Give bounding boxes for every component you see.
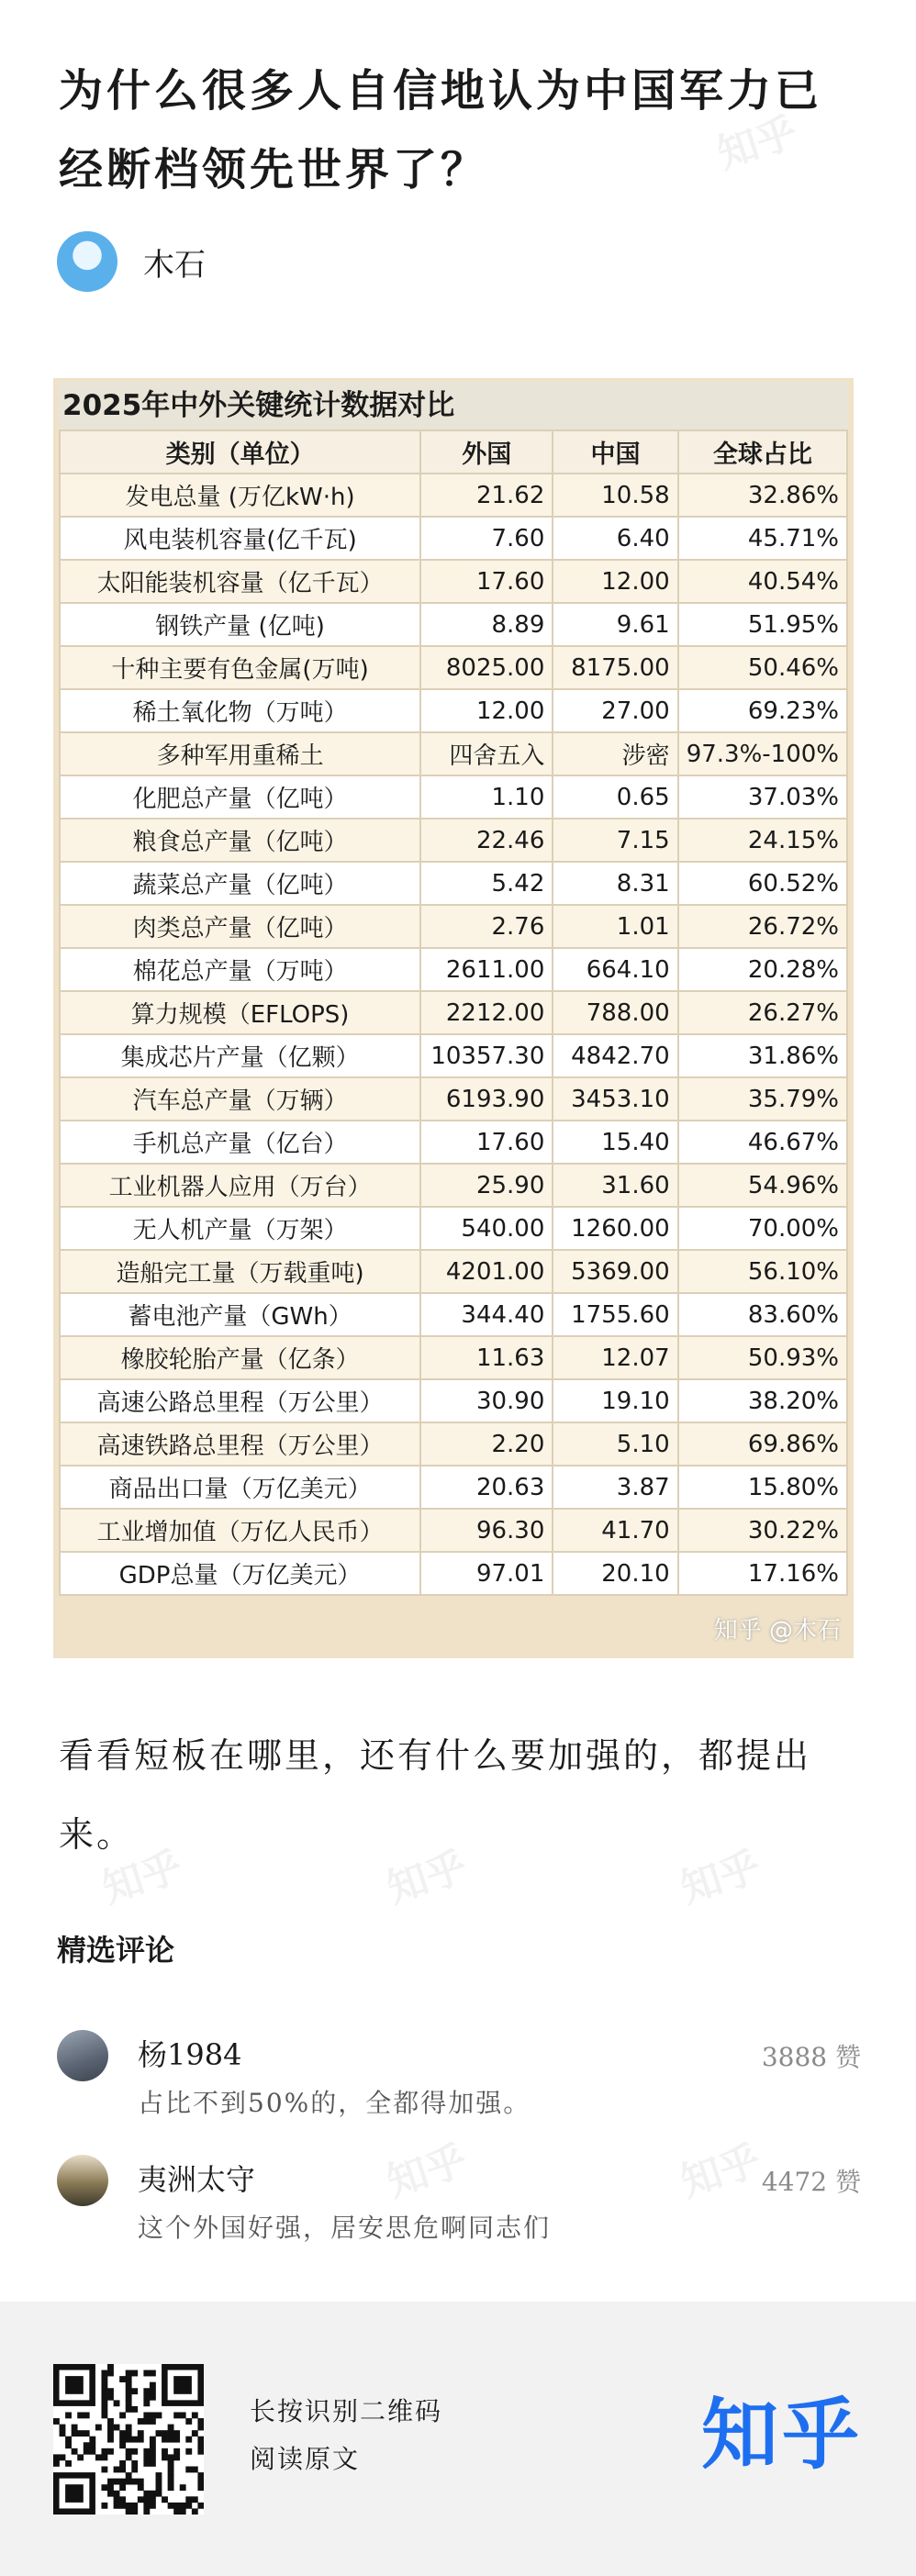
comment-text: 占比不到50%的，全都得加强。 — [138, 2088, 531, 2118]
footer-banner — [0, 2302, 916, 2576]
global-share-cell: 30.22% — [678, 1509, 847, 1552]
global-share-cell: 56.10% — [678, 1250, 847, 1293]
commenter-name[interactable]: 杨1984 — [138, 2037, 242, 2072]
table-row — [60, 948, 847, 991]
foreign-cell: 540.00 — [420, 1207, 553, 1250]
china-cell: 1260.00 — [553, 1207, 677, 1250]
foreign-cell: 7.60 — [420, 517, 553, 560]
category-cell: 造船完工量（万载重吨) — [60, 1250, 420, 1293]
category-cell: 蔬菜总产量（亿吨） — [60, 862, 420, 905]
china-cell: 0.65 — [553, 775, 677, 819]
category-cell: 风电装机容量(亿千瓦) — [60, 517, 420, 560]
global-share-cell: 51.95% — [678, 603, 847, 646]
foreign-cell: 30.90 — [420, 1379, 553, 1422]
table-row — [60, 775, 847, 819]
global-share-cell: 70.00% — [678, 1207, 847, 1250]
global-share-cell: 38.20% — [678, 1379, 847, 1422]
category-cell: 集成芯片产量（亿颗） — [60, 1034, 420, 1077]
global-share-cell: 69.86% — [678, 1422, 847, 1466]
china-cell: 3.87 — [553, 1466, 677, 1509]
foreign-cell: 17.60 — [420, 1121, 553, 1164]
china-cell: 12.07 — [553, 1336, 677, 1379]
global-share-cell: 54.96% — [678, 1164, 847, 1207]
china-cell: 6.40 — [553, 517, 677, 560]
foreign-cell: 97.01 — [420, 1552, 553, 1595]
china-cell: 20.10 — [553, 1552, 677, 1595]
china-cell: 8.31 — [553, 862, 677, 905]
foreign-cell: 344.40 — [420, 1293, 553, 1336]
global-share-cell: 45.71% — [678, 517, 847, 560]
foreign-cell: 22.46 — [420, 819, 553, 862]
global-share-cell: 20.28% — [678, 948, 847, 991]
global-share-cell: 24.15% — [678, 819, 847, 862]
commenter-avatar[interactable] — [57, 2155, 108, 2206]
comment-item[interactable] — [57, 2030, 861, 2140]
post-body: 看看短板在哪里，还有什么要加强的，都提出来。 — [59, 1735, 812, 1855]
foreign-cell: 5.42 — [420, 862, 553, 905]
china-cell: 3453.10 — [553, 1077, 677, 1121]
zhihu-watermark: 知乎 — [381, 2136, 474, 2207]
global-share-cell: 35.79% — [678, 1077, 847, 1121]
category-cell: 橡胶轮胎产量（亿条） — [60, 1336, 420, 1379]
table-row — [60, 732, 847, 775]
china-cell: 788.00 — [553, 991, 677, 1034]
foreign-cell: 4201.00 — [420, 1250, 553, 1293]
author-avatar[interactable] — [57, 231, 117, 292]
foreign-cell: 8.89 — [420, 603, 553, 646]
category-cell: 蓄电池产量（GWh） — [60, 1293, 420, 1336]
zhihu-watermark: 知乎 — [381, 1843, 474, 1913]
china-cell: 27.00 — [553, 689, 677, 732]
foreign-cell: 96.30 — [420, 1509, 553, 1552]
header-global-share: 全球占比 — [678, 430, 847, 474]
featured-comments-title: 精选评论 — [57, 1933, 175, 1968]
foreign-cell: 25.90 — [420, 1164, 553, 1207]
comment-text: 这个外国好强，居安思危啊同志们 — [138, 2213, 552, 2243]
table-row — [60, 1422, 847, 1466]
foreign-cell: 20.63 — [420, 1466, 553, 1509]
zhihu-logo: 知乎 — [701, 2390, 864, 2480]
commenter-name[interactable]: 夷洲太守 — [138, 2162, 256, 2197]
author-row[interactable] — [57, 231, 206, 292]
china-cell: 涉密 — [553, 732, 677, 775]
category-cell: 多种军用重稀土 — [60, 732, 420, 775]
author-name[interactable]: 木石 — [143, 246, 206, 284]
foreign-cell: 21.62 — [420, 474, 553, 517]
china-cell: 19.10 — [553, 1379, 677, 1422]
china-cell: 1755.60 — [553, 1293, 677, 1336]
china-cell: 10.58 — [553, 474, 677, 517]
foreign-cell: 2212.00 — [420, 991, 553, 1034]
category-cell: 工业机器人应用（万台） — [60, 1164, 420, 1207]
read-original-hint: 阅读原文 — [250, 2444, 361, 2474]
global-share-cell: 32.86% — [678, 474, 847, 517]
category-cell: 手机总产量（亿台） — [60, 1121, 420, 1164]
global-share-cell: 97.3%-100% — [678, 732, 847, 775]
category-cell: 太阳能装机容量（亿千瓦） — [60, 560, 420, 603]
table-title: 2025年中外关键统计数据对比 — [59, 382, 848, 429]
china-cell: 5369.00 — [553, 1250, 677, 1293]
category-cell: 高速铁路总里程（万公里） — [60, 1422, 420, 1466]
global-share-cell: 26.27% — [678, 991, 847, 1034]
category-cell: 工业增加值（万亿人民币） — [60, 1509, 420, 1552]
global-share-cell: 83.60% — [678, 1293, 847, 1336]
table-row — [60, 1207, 847, 1250]
foreign-cell: 11.63 — [420, 1336, 553, 1379]
china-cell: 31.60 — [553, 1164, 677, 1207]
table-row — [60, 1034, 847, 1077]
data-table-image — [53, 378, 854, 1658]
table-row — [60, 819, 847, 862]
category-cell: GDP总量（万亿美元） — [60, 1552, 420, 1595]
comment-item[interactable] — [57, 2155, 861, 2265]
table-row — [60, 1379, 847, 1422]
china-cell: 12.00 — [553, 560, 677, 603]
china-cell: 7.15 — [553, 819, 677, 862]
category-cell: 无人机产量（万架） — [60, 1207, 420, 1250]
category-cell: 肉类总产量（亿吨） — [60, 905, 420, 948]
foreign-cell: 1.10 — [420, 775, 553, 819]
global-share-cell: 69.23% — [678, 689, 847, 732]
question-title[interactable]: 为什么很多人自信地认为中国军力已经断档领先世界了？ — [59, 65, 823, 195]
china-cell: 664.10 — [553, 948, 677, 991]
table-row — [60, 646, 847, 689]
global-share-cell: 46.67% — [678, 1121, 847, 1164]
table-row — [60, 1293, 847, 1336]
comment-like-count[interactable]: 3888 赞 — [761, 2042, 861, 2072]
table-watermark: 知乎 @木石 — [713, 1617, 841, 1645]
table-row — [60, 517, 847, 560]
table-row — [60, 1552, 847, 1595]
china-cell: 8175.00 — [553, 646, 677, 689]
table-row — [60, 991, 847, 1034]
scan-qr-hint: 长按识别二维码 — [250, 2396, 443, 2426]
zhihu-watermark: 知乎 — [711, 108, 804, 179]
table-row — [60, 560, 847, 603]
foreign-cell: 四舍五入 — [420, 732, 553, 775]
category-cell: 高速公路总里程（万公里） — [60, 1379, 420, 1422]
global-share-cell: 15.80% — [678, 1466, 847, 1509]
foreign-cell: 17.60 — [420, 560, 553, 603]
table-row — [60, 1466, 847, 1509]
category-cell: 钢铁产量 (亿吨) — [60, 603, 420, 646]
table-row — [60, 603, 847, 646]
table-row — [60, 905, 847, 948]
header-china: 中国 — [553, 430, 677, 474]
table-row — [60, 474, 847, 517]
table-row — [60, 862, 847, 905]
table-row — [60, 1509, 847, 1552]
category-cell: 算力规模（EFLOPS) — [60, 991, 420, 1034]
category-cell: 汽车总产量（万辆） — [60, 1077, 420, 1121]
category-cell: 十种主要有色金属(万吨) — [60, 646, 420, 689]
foreign-cell: 12.00 — [420, 689, 553, 732]
foreign-cell: 2.76 — [420, 905, 553, 948]
category-cell: 稀土氧化物（万吨） — [60, 689, 420, 732]
category-cell: 粮食总产量（亿吨） — [60, 819, 420, 862]
zhihu-watermark: 知乎 — [96, 1843, 189, 1913]
zhihu-watermark: 知乎 — [675, 2136, 767, 2207]
qr-code-icon[interactable] — [53, 2364, 204, 2515]
category-cell: 发电总量 (万亿kW·h) — [60, 474, 420, 517]
table-row — [60, 1164, 847, 1207]
china-cell: 1.01 — [553, 905, 677, 948]
category-cell: 商品出口量（万亿美元） — [60, 1466, 420, 1509]
global-share-cell: 37.03% — [678, 775, 847, 819]
table-row — [60, 1077, 847, 1121]
table-header-row — [60, 430, 847, 474]
foreign-cell: 10357.30 — [420, 1034, 553, 1077]
global-share-cell: 40.54% — [678, 560, 847, 603]
foreign-cell: 6193.90 — [420, 1077, 553, 1121]
china-cell: 9.61 — [553, 603, 677, 646]
table-row — [60, 1121, 847, 1164]
global-share-cell: 60.52% — [678, 862, 847, 905]
china-cell: 5.10 — [553, 1422, 677, 1466]
header-category: 类别（单位） — [60, 430, 420, 474]
category-cell: 棉花总产量（万吨） — [60, 948, 420, 991]
foreign-cell: 8025.00 — [420, 646, 553, 689]
header-foreign: 外国 — [420, 430, 553, 474]
global-share-cell: 50.46% — [678, 646, 847, 689]
comment-like-count[interactable]: 4472 赞 — [761, 2167, 861, 2197]
global-share-cell: 26.72% — [678, 905, 847, 948]
category-cell: 化肥总产量（亿吨） — [60, 775, 420, 819]
table-row — [60, 1250, 847, 1293]
table-row — [60, 689, 847, 732]
table-row — [60, 1336, 847, 1379]
zhihu-watermark: 知乎 — [675, 1843, 767, 1913]
global-share-cell: 31.86% — [678, 1034, 847, 1077]
foreign-cell: 2611.00 — [420, 948, 553, 991]
china-cell: 4842.70 — [553, 1034, 677, 1077]
china-cell: 41.70 — [553, 1509, 677, 1552]
foreign-cell: 2.20 — [420, 1422, 553, 1466]
stats-table — [59, 429, 848, 1596]
global-share-cell: 50.93% — [678, 1336, 847, 1379]
china-cell: 15.40 — [553, 1121, 677, 1164]
global-share-cell: 17.16% — [678, 1552, 847, 1595]
commenter-avatar[interactable] — [57, 2030, 108, 2081]
